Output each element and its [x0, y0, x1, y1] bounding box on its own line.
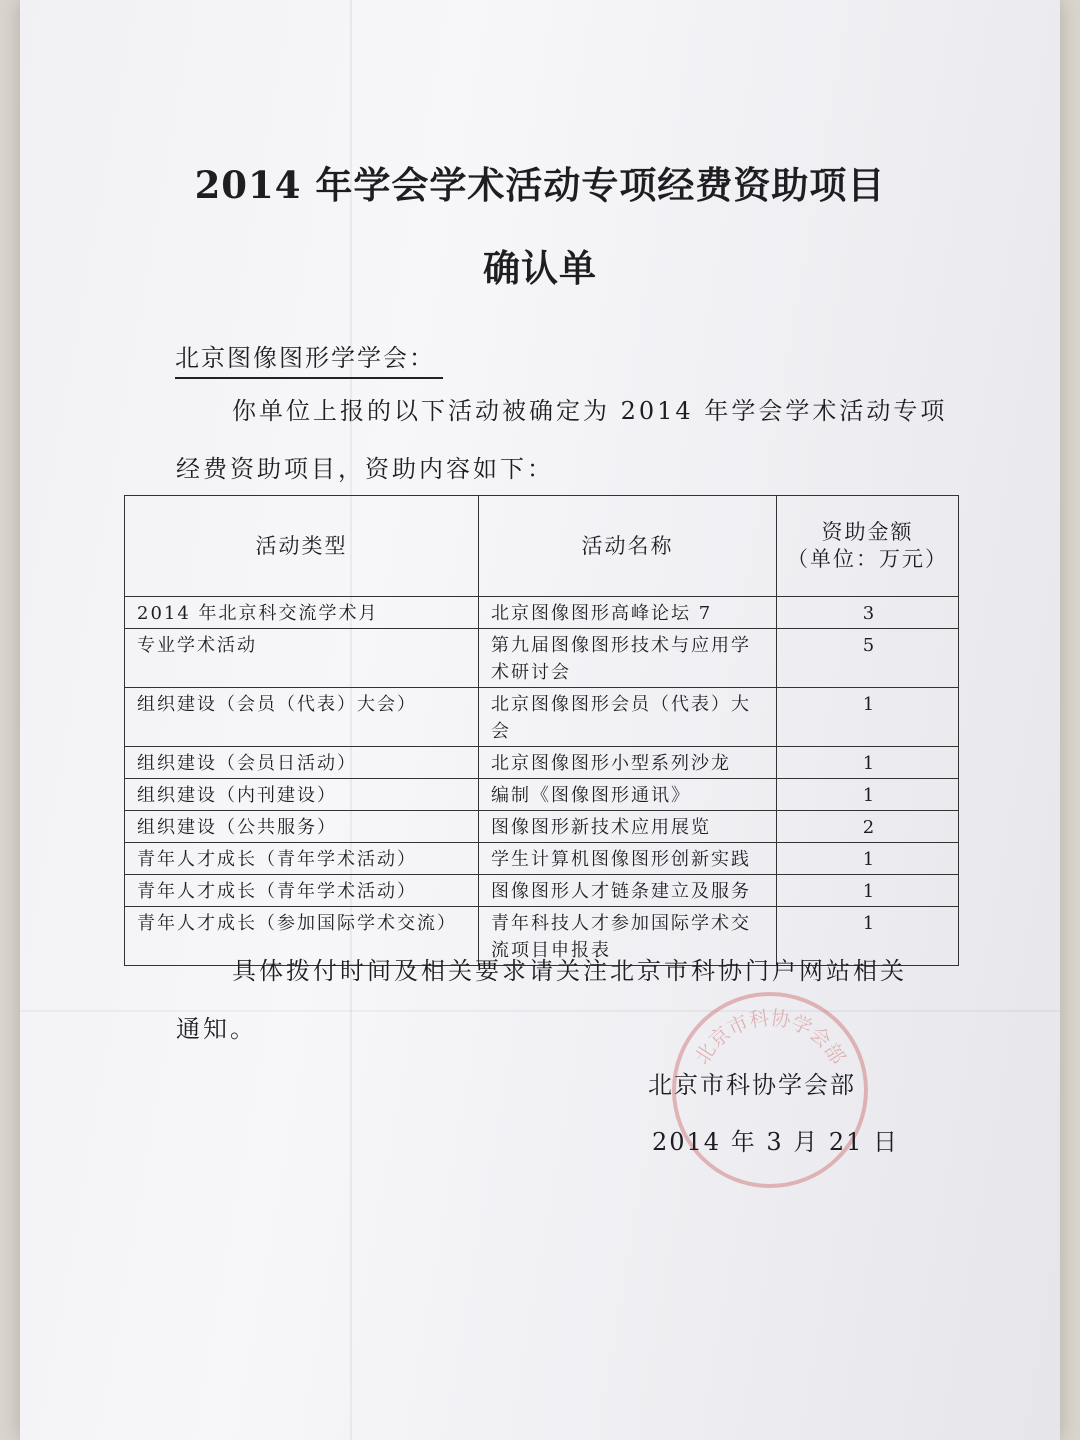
- funding-table: [124, 495, 959, 966]
- cell-activity-type: 组织建设（会员日活动）: [125, 747, 479, 779]
- header-amount-unit: （单位：万元）: [787, 547, 948, 571]
- cell-activity-type: 青年人才成长（青年学术活动）: [125, 843, 479, 875]
- cell-activity-name: 青年科技人才参加国际学术交流项目申报表: [479, 907, 777, 966]
- table-row: [125, 629, 959, 688]
- cell-activity-type: 专业学术活动: [125, 629, 479, 688]
- cell-amount: 2: [777, 811, 959, 843]
- cell-amount: 1: [777, 747, 959, 779]
- header-activity-type: 活动类型: [125, 496, 479, 597]
- cell-activity-name: 北京图像图形高峰论坛 7: [479, 597, 777, 629]
- cell-activity-name: 北京图像图形小型系列沙龙: [479, 747, 777, 779]
- header-activity-name: 活动名称: [479, 496, 777, 597]
- table-row: [125, 875, 959, 907]
- document-title: 2014 年学会学术活动专项经费资助项目: [194, 163, 886, 207]
- header-amount-label: 资助金额: [821, 520, 914, 544]
- cell-amount: 5: [777, 629, 959, 688]
- addressee: 北京图像图形学学会：: [175, 338, 443, 379]
- cell-amount: 1: [777, 779, 959, 811]
- cell-activity-name: 图像图形新技术应用展览: [479, 811, 777, 843]
- table-header-row: [125, 496, 959, 597]
- cell-amount: 3: [777, 597, 959, 629]
- cell-activity-type: 青年人才成长（青年学术活动）: [125, 875, 479, 907]
- table-row: [125, 747, 959, 779]
- cell-activity-name: 北京图像图形会员（代表）大会: [479, 688, 777, 747]
- table-row: [125, 779, 959, 811]
- cell-amount: 1: [777, 907, 959, 966]
- cell-amount: 1: [777, 688, 959, 747]
- cell-activity-type: 组织建设（公共服务）: [125, 811, 479, 843]
- cell-activity-type: 青年人才成长（参加国际学术交流）: [125, 907, 479, 966]
- cell-amount: 1: [777, 843, 959, 875]
- cell-activity-name: 图像图形人才链条建立及服务: [479, 875, 777, 907]
- intro-paragraph-continued: 经费资助项目，资助内容如下：: [176, 455, 554, 483]
- cell-activity-name: 编制《图像图形通讯》: [479, 779, 777, 811]
- cell-activity-type: 组织建设（会员（代表）大会）: [125, 688, 479, 747]
- closing-paragraph-continued: 通知。: [176, 1015, 257, 1043]
- issuing-department: 北京市科协学会部: [648, 1071, 856, 1099]
- cell-activity-name: 学生计算机图像图形创新实践: [479, 843, 777, 875]
- cell-amount: 1: [777, 875, 959, 907]
- table-row: [125, 597, 959, 629]
- cell-activity-type: 组织建设（内刊建设）: [125, 779, 479, 811]
- header-amount: [777, 496, 959, 597]
- table-row: [125, 843, 959, 875]
- document-subtitle: 确认单: [483, 246, 597, 290]
- intro-paragraph: 你单位上报的以下活动被确定为 2014 年学会学术活动专项: [232, 397, 948, 425]
- table-row: [125, 688, 959, 747]
- seal-text: 北京市科协学会部: [689, 1005, 851, 1069]
- issue-date: 2014 年 3 月 21 日: [652, 1128, 900, 1156]
- cell-activity-type: 2014 年北京科交流学术月: [125, 597, 479, 629]
- table-row: [125, 811, 959, 843]
- cell-activity-name: 第九届图像图形技术与应用学术研讨会: [479, 629, 777, 688]
- table-body: [125, 597, 959, 966]
- closing-paragraph: 具体拨付时间及相关要求请关注北京市科协门户网站相关: [232, 957, 907, 985]
